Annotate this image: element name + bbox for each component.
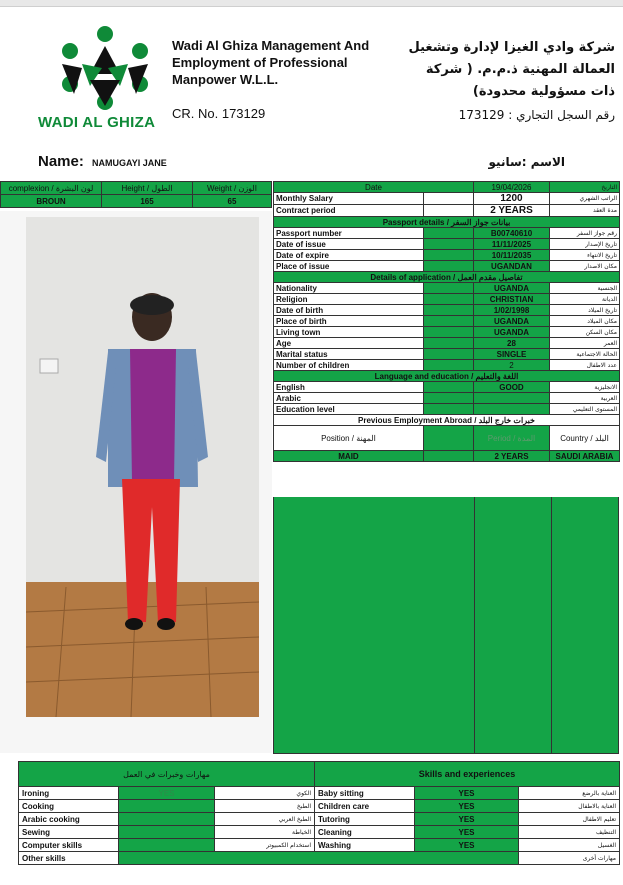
application-row-label-arabic: الحالة الاجتماعية — [550, 349, 620, 360]
passport-row-value: B00740610 — [474, 228, 550, 239]
passport-row-value: 11/11/2025 — [474, 239, 550, 250]
logo-text: WADI AL GHIZA — [38, 114, 156, 131]
empty-column — [475, 497, 552, 754]
language-row-label-arabic: العربية — [550, 393, 620, 404]
skill-label-arabic: الطبخ — [215, 800, 315, 813]
skill-label: Ironing — [19, 787, 119, 800]
language-row-label: Arabic — [274, 393, 424, 404]
abroad-row-position: MAID — [274, 451, 424, 462]
height-header: Height / الطول — [102, 182, 193, 195]
contract-label-arabic: مدة العقد — [550, 205, 620, 217]
passport-row-label: Passport number — [274, 228, 424, 239]
abroad-empty-area — [273, 497, 619, 753]
company-name-english: Wadi Al Ghiza Management And Employment of Professional Manpower W.L.L. — [172, 38, 370, 87]
other-skills-label: Other skills — [19, 852, 119, 865]
language-row-blank — [424, 382, 474, 393]
abroad-position-header: Position / المهنة — [274, 426, 424, 451]
cr-number-english: CR. No. 173129 — [172, 106, 266, 121]
language-row-value: GOOD — [474, 382, 550, 393]
passport-row-label-arabic: مكان الاصدار — [550, 261, 620, 272]
application-row-label: Age — [274, 338, 424, 349]
skill-label: Arabic cooking — [19, 813, 119, 826]
passport-row-value: UGANDAN — [474, 261, 550, 272]
skill-label-arabic: تعليم الاطفال — [519, 813, 620, 826]
abroad-row-country: SAUDI ARABIA — [550, 451, 620, 462]
passport-row-label-arabic: رقم جواز السفر — [550, 228, 620, 239]
application-row-label-arabic: عدد الاطفال — [550, 360, 620, 371]
skill-value: YES — [415, 787, 519, 800]
application-row-label: Marital status — [274, 349, 424, 360]
other-skills-label-arabic: مهارات أخرى — [519, 852, 620, 865]
other-skills-value — [119, 852, 519, 865]
skill-label: Cleaning — [315, 826, 415, 839]
top-border — [0, 0, 623, 7]
passport-row-label-arabic: تاريخ الانتهاء — [550, 250, 620, 261]
skill-label-arabic: العناية بالاطفال — [519, 800, 620, 813]
abroad-country-header: Country / البلد — [550, 426, 620, 451]
photo-panel — [0, 211, 272, 753]
passport-row-label: Date of issue — [274, 239, 424, 250]
skill-label-arabic: الكوي — [215, 787, 315, 800]
passport-section-header: Passport details / بيانات جواز السفر — [274, 217, 620, 228]
skill-value — [119, 826, 215, 839]
skills-header-arabic: مهارات وخبرات في العمل — [19, 762, 315, 787]
application-row-label-arabic: مكان السكن — [550, 327, 620, 338]
application-row-value: 2 — [474, 360, 550, 371]
name-label: Name: — [38, 153, 84, 170]
skill-label-arabic: التنظيف — [519, 826, 620, 839]
language-row-label-arabic: الانجليزية — [550, 382, 620, 393]
application-row-blank — [424, 338, 474, 349]
name-field — [38, 153, 167, 170]
skills-table — [18, 761, 620, 865]
application-row-value: 28 — [474, 338, 550, 349]
salary-label: Monthly Salary — [274, 193, 424, 205]
empty-column — [552, 497, 619, 754]
language-row-blank — [424, 393, 474, 404]
details-table — [273, 181, 620, 462]
skill-value — [119, 839, 215, 852]
language-row-label: Education level — [274, 404, 424, 415]
abroad-header-blank — [424, 426, 474, 451]
passport-row-value: 10/11/2035 — [474, 250, 550, 261]
skill-value: YES — [119, 787, 215, 800]
application-row-label-arabic: الجنسية — [550, 283, 620, 294]
abroad-section-header: Previous Employment Abroad / خبرات خارج البلد — [274, 415, 620, 426]
application-section-header: Details of application / تفاصيل مقدم العمل — [274, 272, 620, 283]
language-row-blank — [424, 404, 474, 415]
application-row-label: Place of birth — [274, 316, 424, 327]
applicant-photo — [26, 217, 259, 717]
abroad-row-period: 2 YEARS — [474, 451, 550, 462]
skill-label-arabic: الطبخ العربي — [215, 813, 315, 826]
application-row-label-arabic: الديانة — [550, 294, 620, 305]
abroad-row-blank — [424, 451, 474, 462]
application-row-label: Nationality — [274, 283, 424, 294]
application-row-label: Number of children — [274, 360, 424, 371]
complexion-value: BROUN — [1, 195, 102, 208]
application-row-value: SINGLE — [474, 349, 550, 360]
skill-value: YES — [415, 813, 519, 826]
name-value: NAMUGAYI JANE — [92, 158, 167, 168]
skill-label: Baby sitting — [315, 787, 415, 800]
language-row-value — [474, 404, 550, 415]
salary-label-arabic: الراتب الشهري — [550, 193, 620, 205]
contract-label: Contract period — [274, 205, 424, 217]
date-label: Date — [274, 182, 474, 193]
application-row-label: Living town — [274, 327, 424, 338]
skill-label: Tutoring — [315, 813, 415, 826]
height-value: 165 — [102, 195, 193, 208]
empty-column — [273, 497, 425, 754]
salary-value: 1200 — [474, 193, 550, 205]
skill-label: Washing — [315, 839, 415, 852]
skill-label-arabic: العناية بالرضع — [519, 787, 620, 800]
application-row-value: UGANDA — [474, 283, 550, 294]
passport-row-blank — [424, 261, 474, 272]
contract-value: 2 YEARS — [474, 205, 550, 217]
skill-label: Children care — [315, 800, 415, 813]
name-label-arabic: الاسم :سانيو — [488, 155, 565, 169]
application-row-value: UGANDA — [474, 327, 550, 338]
passport-row-blank — [424, 228, 474, 239]
application-row-blank — [424, 327, 474, 338]
application-row-label-arabic: تاريخ الميلاد — [550, 305, 620, 316]
application-row-blank — [424, 294, 474, 305]
skill-label-arabic: استخدام الكمبيوتر — [215, 839, 315, 852]
skill-label: Sewing — [19, 826, 119, 839]
skills-header-english: Skills and experiences — [315, 762, 620, 787]
passport-row-blank — [424, 239, 474, 250]
skill-label: Cooking — [19, 800, 119, 813]
passport-row-label: Date of expire — [274, 250, 424, 261]
skill-value — [119, 813, 215, 826]
date-label-arabic: التاريخ — [550, 182, 620, 193]
salary-blank — [424, 193, 474, 205]
skill-value: YES — [415, 839, 519, 852]
company-name-arabic: شركة وادي الغيزا لإدارة وتشغيل العمالة المهنية ذ.م.م. ( شركة ذات مسؤولية محدودة) — [408, 40, 615, 99]
passport-row-label-arabic: تاريخ الإصدار — [550, 239, 620, 250]
weight-header: Weight / الوزن — [193, 182, 272, 195]
date-value: 19/04/2026 — [474, 182, 550, 193]
application-row-label: Date of birth — [274, 305, 424, 316]
application-row-value: CHRISTIAN — [474, 294, 550, 305]
application-row-blank — [424, 305, 474, 316]
physical-stats-table — [0, 181, 272, 208]
passport-row-label: Place of issue — [274, 261, 424, 272]
passport-row-blank — [424, 250, 474, 261]
skill-value — [119, 800, 215, 813]
skill-label-arabic: الغسيل — [519, 839, 620, 852]
application-row-blank — [424, 349, 474, 360]
weight-value: 65 — [193, 195, 272, 208]
application-row-label: Religion — [274, 294, 424, 305]
application-row-blank — [424, 360, 474, 371]
complexion-header: complexion / لون البشرة — [1, 182, 102, 195]
skill-value: YES — [415, 826, 519, 839]
application-row-label-arabic: العمر — [550, 338, 620, 349]
application-row-blank — [424, 316, 474, 327]
skill-label: Computer skills — [19, 839, 119, 852]
language-row-label-arabic: المستوى التعليمي — [550, 404, 620, 415]
empty-column — [424, 497, 475, 754]
language-row-value — [474, 393, 550, 404]
application-row-blank — [424, 283, 474, 294]
contract-blank — [424, 205, 474, 217]
application-row-value: UGANDA — [474, 316, 550, 327]
skill-value: YES — [415, 800, 519, 813]
language-row-label: English — [274, 382, 424, 393]
application-row-value: 1/02/1998 — [474, 305, 550, 316]
cr-number-arabic: رقم السجل التجاري : 173129 — [458, 108, 615, 122]
skill-label-arabic: الخياطة — [215, 826, 315, 839]
application-row-label-arabic: مكان الميلاد — [550, 316, 620, 327]
language-section-header: Language and education / اللغة والتعليم — [274, 371, 620, 382]
abroad-period-header: Period / المدة — [474, 426, 550, 451]
